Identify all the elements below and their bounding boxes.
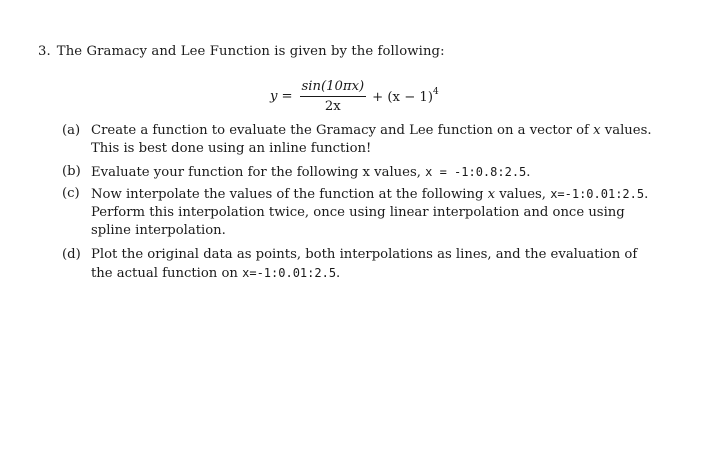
- part-d-code: x=-1:0.01:2.5: [242, 266, 337, 280]
- equation-fraction: [300, 79, 367, 114]
- part-b-text-1: Evaluate your function for the following x values,: [91, 165, 426, 180]
- part-c-text-1: Now interpolate the values of the function at the following: [91, 187, 488, 202]
- part-c-body: [91, 185, 662, 240]
- part-b: [62, 163, 662, 182]
- part-b-code: x = -1:0.8:2.5: [425, 165, 527, 179]
- part-c-text-2: values,: [495, 187, 551, 202]
- equation-rest-prefix: + (x − 1): [372, 90, 433, 105]
- equation-lhs: y: [270, 88, 278, 104]
- part-a-text-1: Create a function to evaluate the Gramacy and Lee function on a vector of: [91, 123, 594, 138]
- equation-numerator: sin(10πx): [300, 79, 367, 97]
- problem-intro: The Gramacy and Lee Function is given by the following:: [56, 44, 445, 59]
- part-a-body: [91, 122, 662, 158]
- part-c-text-3: . Perform this interpolation twice, once using linear interpolation and once using spline interpolation.: [91, 187, 649, 238]
- part-d-text-2: .: [336, 266, 341, 281]
- part-a-var-x: x: [593, 123, 601, 138]
- part-d: [62, 246, 662, 283]
- part-a-text-2: values. This is best done using an inline function!: [91, 123, 652, 156]
- part-b-text-2: .: [526, 165, 531, 180]
- part-d-tag: (d): [62, 247, 81, 262]
- part-c: [62, 185, 662, 240]
- part-a: [62, 122, 662, 158]
- part-c-tag: (c): [62, 186, 80, 201]
- equation-exponent: 4: [432, 87, 439, 97]
- equation-rest: [372, 87, 439, 105]
- equation-denominator: 2x: [324, 98, 341, 114]
- part-c-code: x=-1:0.01:2.5: [550, 187, 645, 201]
- problem-header: [38, 44, 445, 59]
- part-c-var-x: x: [487, 187, 496, 202]
- equation-equals: =: [281, 88, 293, 104]
- part-a-tag: (a): [62, 123, 81, 138]
- part-b-body: [91, 163, 662, 182]
- part-d-body: [91, 246, 662, 283]
- part-b-tag: (b): [62, 164, 81, 179]
- gramacy-lee-equation: [270, 76, 439, 116]
- problem-number: 3.: [38, 44, 51, 59]
- part-d-text-1: Plot the original data as points, both interpolations as lines, and the evaluation of the actual function on: [91, 247, 638, 281]
